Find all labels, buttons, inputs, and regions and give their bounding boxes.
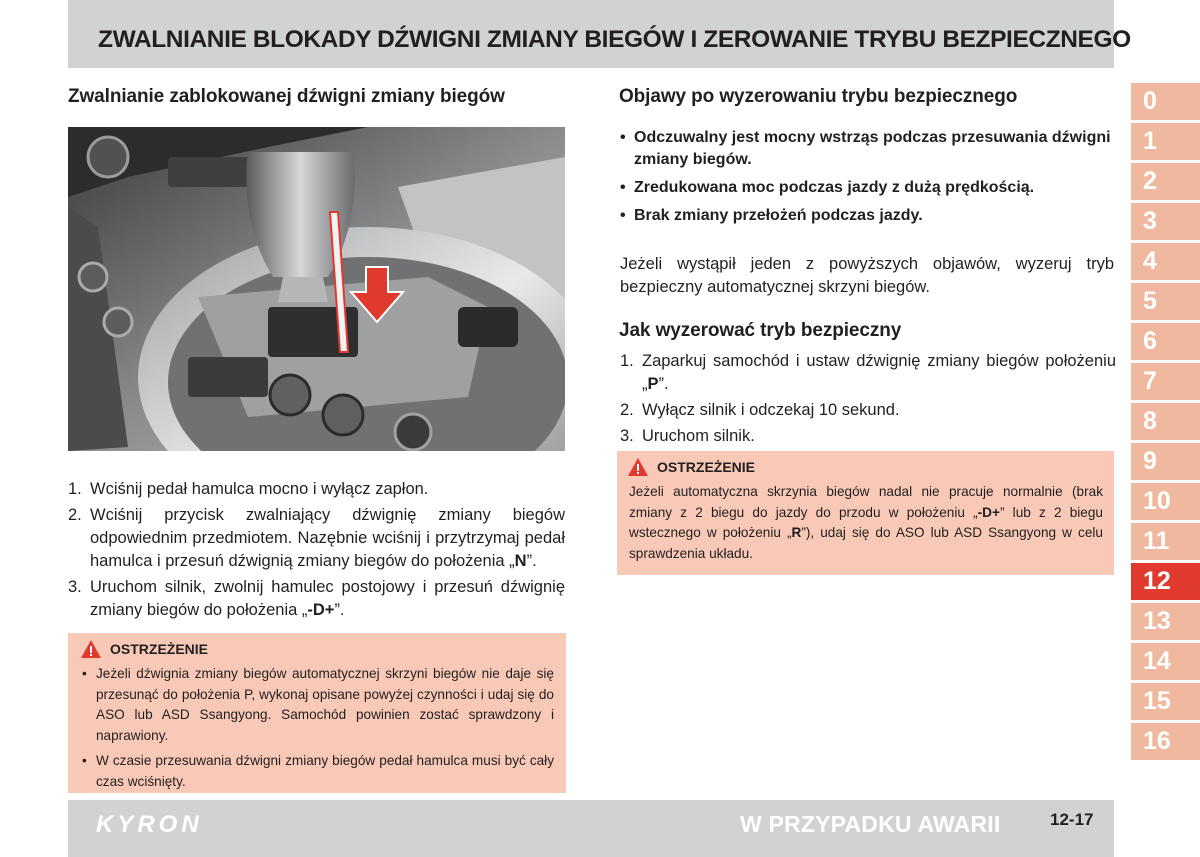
step-text: Zaparkuj samochód i ustaw dźwignię zmiany biegów położeniu „: [642, 352, 1116, 393]
list-item: [68, 576, 565, 622]
step-number: 3.: [620, 427, 634, 445]
gear-shifter-photo: [68, 127, 565, 451]
list-item: [82, 751, 554, 792]
chapter-tab-16[interactable]: 16: [1131, 723, 1200, 760]
section-title: W PRZYPADKU AWARII: [740, 811, 1001, 837]
step-number: 3.: [68, 578, 82, 596]
symptoms-list: [620, 127, 1116, 233]
chapter-tab-11[interactable]: 11: [1131, 523, 1200, 560]
list-item: [620, 177, 1116, 199]
step-text: Wciśnij przycisk zwalniający dźwignię zmiany biegów odpowiednim przedmiotem. Nazębnie wciśnij i przytrzymaj pedał hamulca i przesuń dźwignią zmiany biegów do położenia „: [90, 506, 565, 570]
step-text-end: ”.: [658, 375, 669, 393]
chapter-tab-10[interactable]: 10: [1131, 483, 1200, 520]
list-item: [620, 350, 1116, 396]
warning-title: OSTRZEŻENIE: [657, 459, 756, 475]
chapter-tab-6[interactable]: 6: [1131, 323, 1200, 360]
chapter-tab-13[interactable]: 13: [1131, 603, 1200, 640]
warning-text-start: Jeżeli automatyczna skrzynia biegów nadal nie pracuje normalnie (brak zmiany z 2 biegu do jazdy do przodu w położeniu „: [629, 484, 1103, 520]
brand-logo: KYRON: [96, 811, 203, 838]
gear-position-d: -D+: [307, 601, 335, 619]
chapter-tab-7[interactable]: 7: [1131, 363, 1200, 400]
chapter-tab-2[interactable]: 2: [1131, 163, 1200, 200]
list-item: [620, 127, 1116, 171]
bullet: •: [620, 129, 626, 146]
warning-text: Jeżeli dźwignia zmiany biegów automatycznej skrzyni biegów nie daje się przesunąć do położenia P, wykonaj opisane powyżej czynności i udaj się do ASO lub ASD Ssangyong. Samochód powinien zostać sprawdzony i naprawiony.: [96, 666, 554, 743]
step-number: 2.: [68, 506, 82, 524]
list-item: [620, 205, 1116, 227]
chapter-tab-9[interactable]: 9: [1131, 443, 1200, 480]
step-number: 2.: [620, 401, 634, 419]
chapter-tab-1[interactable]: 1: [1131, 123, 1200, 160]
step-text-end: ”.: [526, 552, 537, 570]
step-text-end: ”.: [334, 601, 345, 619]
step-number: 1.: [620, 352, 634, 370]
warning-title: OSTRZEŻENIE: [110, 641, 209, 657]
chapter-tab-3[interactable]: 3: [1131, 203, 1200, 240]
step-text: Uruchom silnik.: [642, 427, 755, 445]
chapter-tabs: [1131, 83, 1200, 763]
step-text: Wciśnij pedał hamulca mocno i wyłącz zapłon.: [90, 480, 429, 498]
list-item: [620, 425, 1116, 448]
chapter-tab-8[interactable]: 8: [1131, 403, 1200, 440]
symptoms-heading: Objawy po wyzerowaniu trybu bezpiecznego: [619, 86, 1018, 107]
step-text: Wyłącz silnik i odczekaj 10 sekund.: [642, 401, 900, 419]
list-item: [68, 478, 565, 501]
warning-text-end: ”), udaj się do ASO lub ASD Ssangyong w celu sprawdzenia układu.: [629, 525, 1103, 561]
chapter-tab-5[interactable]: 5: [1131, 283, 1200, 320]
reset-steps-list: [620, 350, 1116, 451]
warning-text-mid: ” lub z 2 biegu wstecznego w położeniu „: [629, 504, 1103, 540]
left-steps-list: [68, 478, 565, 625]
chapter-tab-12[interactable]: 12: [1131, 563, 1200, 600]
symptoms-intro: Jeżeli wystąpił jeden z powyższych objawów, wyzeruj tryb bezpieczny automatycznej skrzyni biegów.: [620, 255, 1114, 296]
left-warning-box: [68, 633, 566, 793]
warning-text: W czasie przesuwania dźwigni zmiany biegów pedał hamulca musi być cały czas wciśnięty.: [96, 753, 554, 789]
bullet: •: [82, 666, 87, 681]
chapter-tab-15[interactable]: 15: [1131, 683, 1200, 720]
list-item: [68, 504, 565, 573]
gear-position-n: N: [514, 552, 527, 570]
chapter-tab-0[interactable]: 0: [1131, 83, 1200, 120]
right-warning-box: [617, 451, 1114, 575]
warning-header: [80, 639, 208, 659]
gear-shifter-illustration: [68, 127, 565, 451]
chapter-tab-4[interactable]: 4: [1131, 243, 1200, 280]
warning-list: [82, 664, 554, 797]
gear-position-r: R: [791, 525, 802, 540]
symptom-text: Odczuwalny jest mocny wstrząs podczas przesuwania dźwigni zmiany biegów.: [634, 129, 1111, 168]
page-title: ZWALNIANIE BLOKADY DŹWIGNI ZMIANY BIEGÓW I ZEROWANIE TRYBU BEZPIECZNEGO: [98, 26, 1131, 53]
bullet: •: [620, 179, 626, 196]
warning-triangle-icon: [80, 639, 102, 659]
bullet: •: [620, 207, 626, 224]
warning-header: [627, 457, 755, 477]
reset-heading: Jak wyzerować tryb bezpieczny: [619, 320, 902, 341]
symptom-text: Zredukowana moc podczas jazdy z dużą prędkością.: [634, 179, 1035, 196]
chapter-tab-14[interactable]: 14: [1131, 643, 1200, 680]
warning-text: [629, 482, 1103, 564]
list-item: [620, 399, 1116, 422]
header-bar: [68, 0, 1131, 68]
list-item: [82, 664, 554, 746]
bullet: •: [82, 753, 87, 768]
step-number: 1.: [68, 480, 82, 498]
symptom-text: Brak zmiany przełożeń podczas jazdy.: [634, 207, 923, 224]
left-heading: Zwalnianie zablokowanej dźwigni zmiany biegów: [68, 86, 505, 107]
page-number: 12-17: [1050, 810, 1094, 829]
warning-triangle-icon: [627, 457, 649, 477]
step-text: Uruchom silnik, zwolnij hamulec postojowy i przesuń dźwignię zmiany biegów do położenia „: [90, 578, 565, 619]
gear-position-p: P: [647, 375, 659, 393]
gear-position-d: -D+: [977, 504, 1000, 520]
footer-bar: [68, 800, 1114, 857]
